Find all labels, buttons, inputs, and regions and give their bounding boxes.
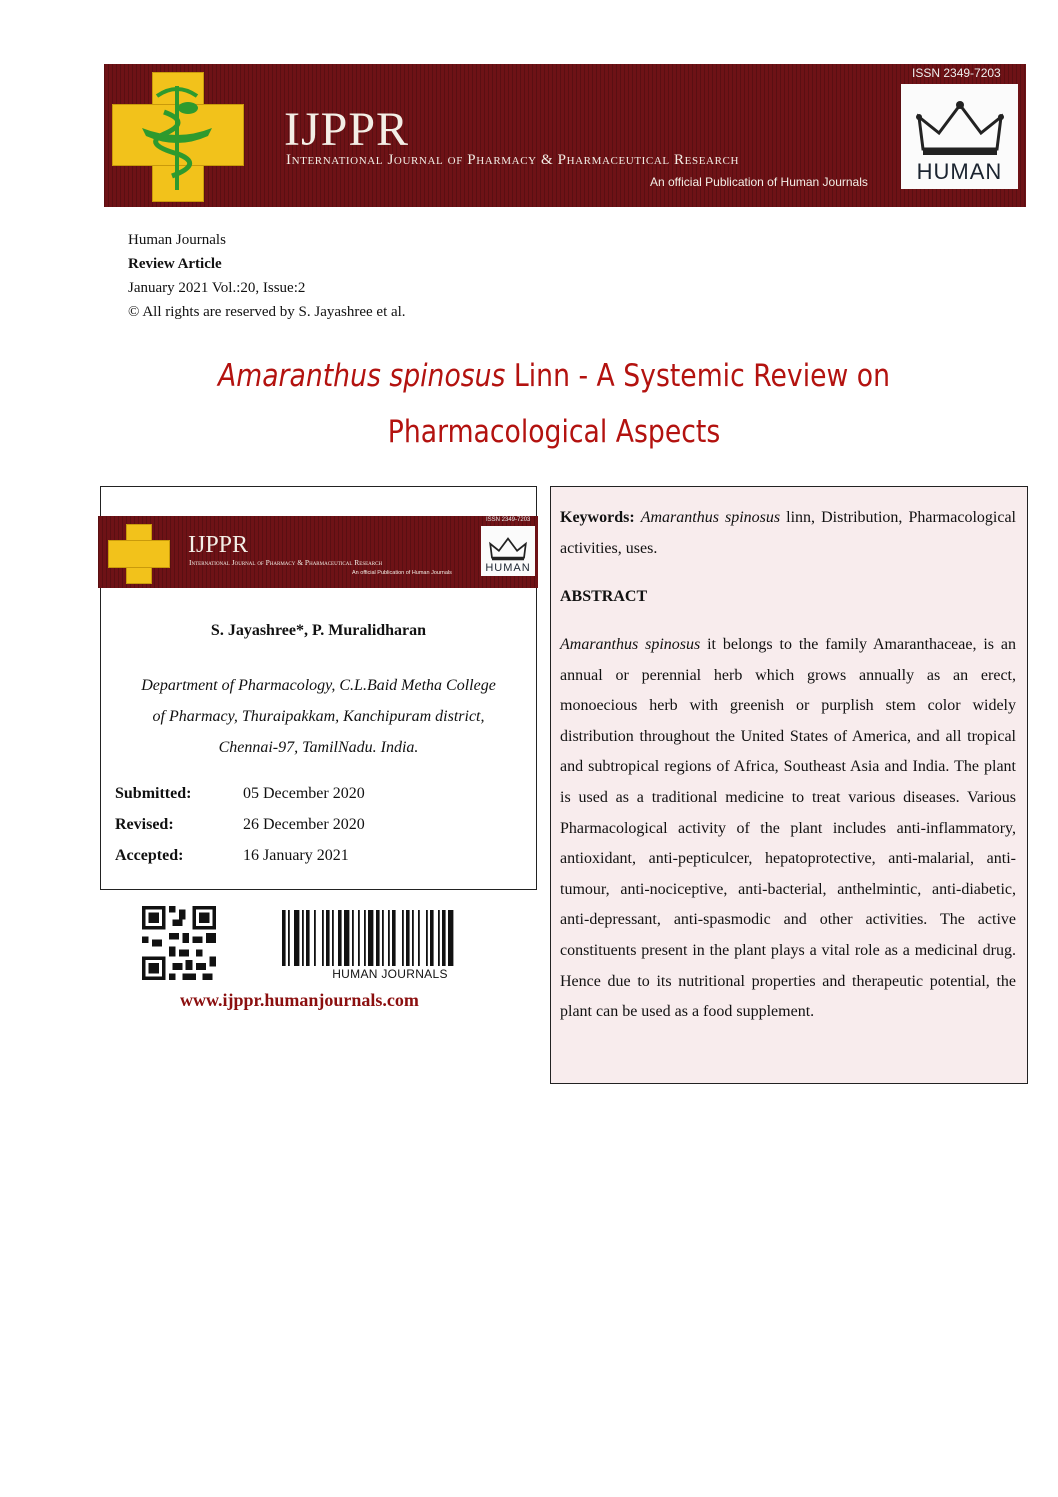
- keywords-label: Keywords:: [560, 509, 635, 526]
- article-type: Review Article: [128, 256, 222, 272]
- accepted-label: Accepted:: [115, 847, 184, 864]
- title-line2: Pharmacological Aspects: [387, 414, 721, 450]
- mini-human-logo-text: HUMAN: [485, 562, 531, 574]
- copyright-line: © All rights are reserved by S. Jayashree et al.: [128, 304, 406, 320]
- abstract-body: [560, 630, 1016, 1028]
- barcode-icon: [282, 910, 498, 970]
- affiliation-line: Department of Pharmacology, C.L.Baid Metha College: [141, 677, 496, 694]
- affiliation-line: Chennai-97, TamilNadu. India.: [218, 739, 419, 756]
- mini-issn-label: ISSN 2349-7203: [486, 517, 531, 523]
- issn-label: ISSN 2349-7203: [912, 66, 1001, 80]
- website-link[interactable]: www.ijppr.humanjournals.com: [180, 990, 419, 1010]
- submitted-date: 05 December 2020: [243, 785, 365, 802]
- human-logo-text: HUMAN: [916, 159, 1003, 184]
- article-title: [78, 348, 1031, 460]
- title-italic: Amaranthus spinosus: [217, 358, 506, 394]
- journal-banner: [104, 64, 1026, 207]
- accepted-date: 16 January 2021: [243, 847, 349, 864]
- title-line1: Linn - A Systemic Review on: [505, 358, 891, 394]
- qr-code-icon: [135, 906, 223, 980]
- barcode-label: HUMAN JOURNALS: [332, 967, 448, 981]
- revised-date: 26 December 2020: [243, 816, 365, 833]
- affiliation: [100, 670, 537, 763]
- mini-crown-icon: [488, 536, 528, 562]
- keywords-rest: linn, Distribution, Pharmacological activities, uses.: [560, 509, 1016, 557]
- crown-icon: [915, 99, 1005, 159]
- abstract-italic-start: Amaranthus spinosus: [560, 636, 701, 653]
- abstract-heading: ABSTRACT: [560, 588, 648, 605]
- submitted-label: Submitted:: [115, 785, 192, 802]
- human-logo: [901, 84, 1018, 189]
- revised-label: Revised:: [115, 816, 174, 833]
- banner-subtitle: International Journal of Pharmacy & Pharmaceutical Research: [286, 152, 739, 168]
- keywords-italic: Amaranthus spinosus: [640, 509, 781, 526]
- banner-tagline: An official Publication of Human Journals: [650, 175, 868, 189]
- mini-banner-tagline: An official Publication of Human Journals: [352, 570, 452, 576]
- mini-banner-subtitle: International Journal of Pharmacy & Pharmaceutical Research: [189, 558, 383, 567]
- issue-info: January 2021 Vol.:20, Issue:2: [128, 280, 306, 296]
- journal-name: Human Journals: [128, 232, 226, 248]
- mini-journal-banner: [98, 516, 538, 588]
- abstract-text: it belongs to the family Amaranthaceae, is an annual or perennial herb which grows annually as an erect, monoecious herb with greenish or purplish stem color widely distribution throughout the United States of America, and all tropical and subtropical regions of Africa, Southeast Asia and India. The plant is used as a traditional medicine to treat various diseases. Various Pharmacological activity of the plant includes anti-inflammatory, antioxidant, anti-pepticulcer, hepatoprotective, anti-malarial, anti-tumour, anti-nociceptive, anti-bacterial, anthelmintic, anti-diabetic, anti-depressant, anti-spasmodic and other activities. The active constituents present in the plant plays a vital role as a medicinal drug. Hence due to its nutritional properties and therapeutic potential, the plant can be used as a food supplement.: [560, 636, 1017, 1021]
- affiliation-line: of Pharmacy, Thuraipakkam, Kanchipuram district,: [152, 708, 485, 725]
- banner-brand: IJPPR: [284, 103, 410, 156]
- keywords: [560, 503, 1016, 564]
- authors: S. Jayashree*, P. Muralidharan: [210, 622, 427, 639]
- mini-human-logo: [481, 526, 535, 576]
- mini-banner-brand: IJPPR: [188, 532, 249, 558]
